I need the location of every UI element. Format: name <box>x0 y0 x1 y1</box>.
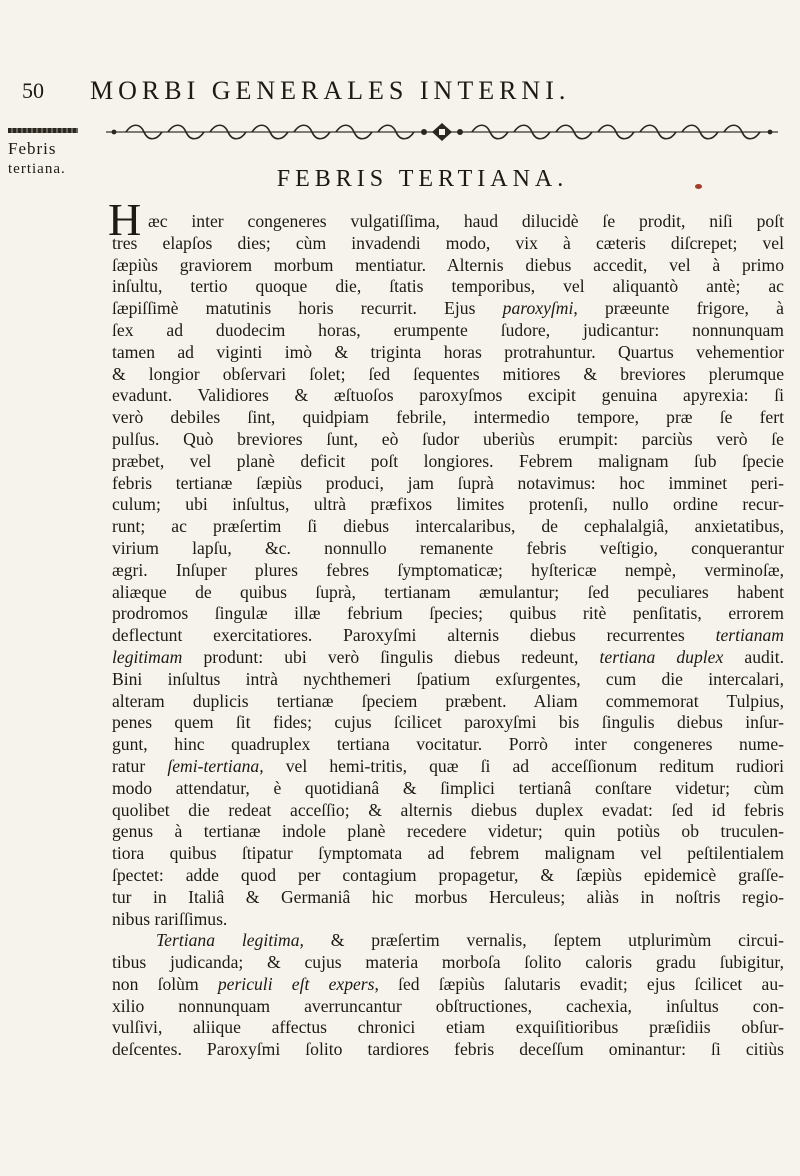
text-line <box>112 516 784 538</box>
text-line <box>112 233 784 255</box>
text-line <box>112 560 784 582</box>
text-run: deflectunt exercitatiores. Paroxyſmi alternis diebus recurrentes <box>112 625 685 646</box>
text-line <box>112 996 784 1018</box>
text-run: , ſed ſæpiùs ſalutaris evadit; ejus ſcilicet au- <box>374 973 784 994</box>
text-run: penes quem ſit fides; cujus ſcilicet paroxyſmi bis ſingulis diebus inſur- <box>112 712 784 733</box>
text-line <box>112 473 784 495</box>
text-run: ægri. Inſuper plures febres ſymptomaticæ; hyſtericæ nempè, verminoſæ, <box>112 559 784 580</box>
text-line <box>112 930 784 952</box>
text-run: nibus rariſſimus. <box>112 908 228 929</box>
text-run: tur in Italiâ & Germaniâ hic morbus Herculeus; aliàs in noſtris regio- <box>112 886 784 907</box>
text-line <box>112 451 784 473</box>
text-line <box>112 429 784 451</box>
text-run: prodromos ſingulæ illæ febrium ſpecies; quibus ritè penſitatis, errorem <box>112 603 784 624</box>
text-run: ſex ad duodecim horas, erumpente ſudore, judicantur: nonnunquam <box>112 319 784 340</box>
text-run: genus à tertianæ indole planè recedere videtur; quin potiùs ob truculen- <box>112 821 784 842</box>
text-run: , præeunte frigore, à <box>573 298 784 319</box>
text-line <box>112 603 784 625</box>
text-line <box>112 778 784 800</box>
text-line <box>112 342 784 364</box>
text-line <box>112 843 784 865</box>
italic-run: tertiana duplex <box>599 646 724 667</box>
text-line <box>112 538 784 560</box>
text-run: tres elapſos dies; cùm invadendi modo, vix à cæteris diſcrepet; vel <box>112 232 784 253</box>
text-run: quolibet die redeat acceſſio; & alternis diebus duplex evadat: ſed id febris <box>112 799 784 820</box>
text-line <box>112 255 784 277</box>
text-line <box>112 974 784 996</box>
italic-run: periculi eſt expers <box>217 973 375 994</box>
text-line <box>112 625 784 647</box>
text-run: vel hemi-tritis, quæ ſi ad acceſſionum reditum rudiori <box>263 755 785 776</box>
text-line <box>112 582 784 604</box>
text-run: tamen ad viginti imò & triginta horas protrahuntur. Quartus vehementior <box>112 341 784 362</box>
section-title: FEBRIS TERTIANA. <box>276 166 569 192</box>
text-line <box>112 800 784 822</box>
text-run: pulſus. Quò breviores ſunt, eò ſudor uberiùs erumpit: parciùs verò ſe <box>112 428 784 449</box>
text-run: ratur <box>112 755 146 776</box>
text-run: ſpectet: adde quod per contagium propagetur, & ſæpiùs epidemicè graſſe- <box>112 864 784 885</box>
text-line <box>112 364 784 386</box>
text-line <box>112 712 784 734</box>
margin-rule <box>8 128 78 133</box>
text-run: alteram duplicis tertianæ ſpeciem præbent. Aliam commemorat Tulpius, <box>112 690 784 711</box>
body-text <box>108 194 785 1061</box>
text-run: & præſertim vernalis, ſeptem utplurimùm circui- <box>303 930 784 951</box>
ink-stain <box>695 184 702 189</box>
text-run: audit. <box>723 646 785 667</box>
text-run: runt; ac præſertim ſi diebus intercalaribus, de cephalalgiâ, anxietatibus, <box>112 516 784 537</box>
text-run: verò debiles ſint, quidpiam febrile, intermedio tempore, præ ſe fert <box>112 407 784 428</box>
text-line <box>112 691 784 713</box>
text-line <box>112 865 784 887</box>
margin-note-line-1: Febris <box>8 139 57 158</box>
text-run: modo attendatur, è quotidianâ & ſimplici tertianâ conſtare videtur; cùm <box>112 777 784 798</box>
text-line <box>112 756 784 778</box>
text-line <box>112 276 784 298</box>
text-run: præbet, vel planè deficit poſt longiores. Febrem malignam ſub ſpecie <box>112 450 784 471</box>
text-line <box>112 647 784 669</box>
text-run: ſæpiſſimè matutinis horis recurrit. Ejus <box>112 298 476 319</box>
running-title: MORBI GENERALES INTERNI. <box>90 76 571 105</box>
italic-run: ſemi-tertiana, <box>167 755 264 776</box>
text-run: non ſolùm <box>112 973 199 994</box>
text-run: vulſivi, aliique affectus chronici etiam exquiſitioribus præſidiis obſur- <box>112 1017 784 1038</box>
text-line <box>112 407 784 429</box>
text-run: deſcentes. Paroxyſmi ſolito tardiores febris deceſſum ominantur: ſi citiùs <box>112 1039 784 1060</box>
text-run: Bini inſultus intrà nychthemeri ſpatium exſurgentes, cum die intercalari, <box>112 668 784 689</box>
text-line <box>112 494 784 516</box>
text-line <box>112 952 784 974</box>
text-line <box>112 669 784 691</box>
text-line <box>112 320 784 342</box>
text-line <box>112 821 784 843</box>
text-run: produnt: ubi verò ſingulis diebus redeunt, <box>182 646 579 667</box>
text-run: tiora quibus ſtipatur ſymptomata ad febrem malignam vel peſtilentialem <box>112 843 784 864</box>
text-run: inſultu, tertio quoque die, ſtatis temporibus, vel aliquantò antè; ac <box>112 276 784 297</box>
text-run: aliæque de quibus ſuprà, tertianam æmulantur; ſed peculiares habent <box>112 581 784 602</box>
italic-run: Tertiana legitima, <box>156 930 304 951</box>
italic-run: legitimam <box>112 646 183 667</box>
italic-run: tertianam <box>715 625 784 646</box>
text-run: virium lapſu, &c. nonnullo remanente febris veſtigio, conquerantur <box>112 537 784 558</box>
text-run: febris tertianæ ſæpiùs produci, jam ſuprà notavimus: hoc imminet peri- <box>112 472 784 493</box>
text-run: evadunt. Validiores & æſtuoſos paroxyſmos excipit genuina apyrexia: ſi <box>112 385 784 406</box>
text-line <box>112 1017 784 1039</box>
ornamental-rule <box>106 121 778 143</box>
text-run: gunt, hinc quadruplex tertiana vocitatur. Porrò inter congeneres nume- <box>112 734 784 755</box>
running-head <box>0 76 800 116</box>
text-line <box>112 909 784 931</box>
text-run: ſæpiùs graviorem morbum mentiatur. Alternis diebus accedit, vel à primo <box>112 254 784 275</box>
drop-cap: H <box>108 194 142 245</box>
text-run: culum; ubi inſultus, ultrà præfixos limites protenſi, nullo ordine recur- <box>112 494 784 515</box>
text-line <box>112 887 784 909</box>
text-run: tibus judicanda; & cujus materia morboſa ſolito caloris gradu ſubigitur, <box>112 952 784 973</box>
italic-run: paroxyſmi <box>502 298 574 319</box>
text-line <box>112 298 784 320</box>
page-number: 50 <box>22 78 44 103</box>
text-line <box>112 734 784 756</box>
margin-note-line-2: tertiana. <box>8 161 66 177</box>
text-run: & longior obſervari ſolet; ſed ſequentes mitiores & breviores plerumque <box>112 363 784 384</box>
text-run: æc inter congeneres vulgatiſſima, haud dilucidè ſe prodit, niſi poſt <box>148 211 784 231</box>
text-run: xilio nonnunquam averruncantur obſtructiones, cachexia, inſultus con- <box>112 995 784 1016</box>
text-line <box>112 1039 784 1061</box>
text-line <box>112 385 784 407</box>
